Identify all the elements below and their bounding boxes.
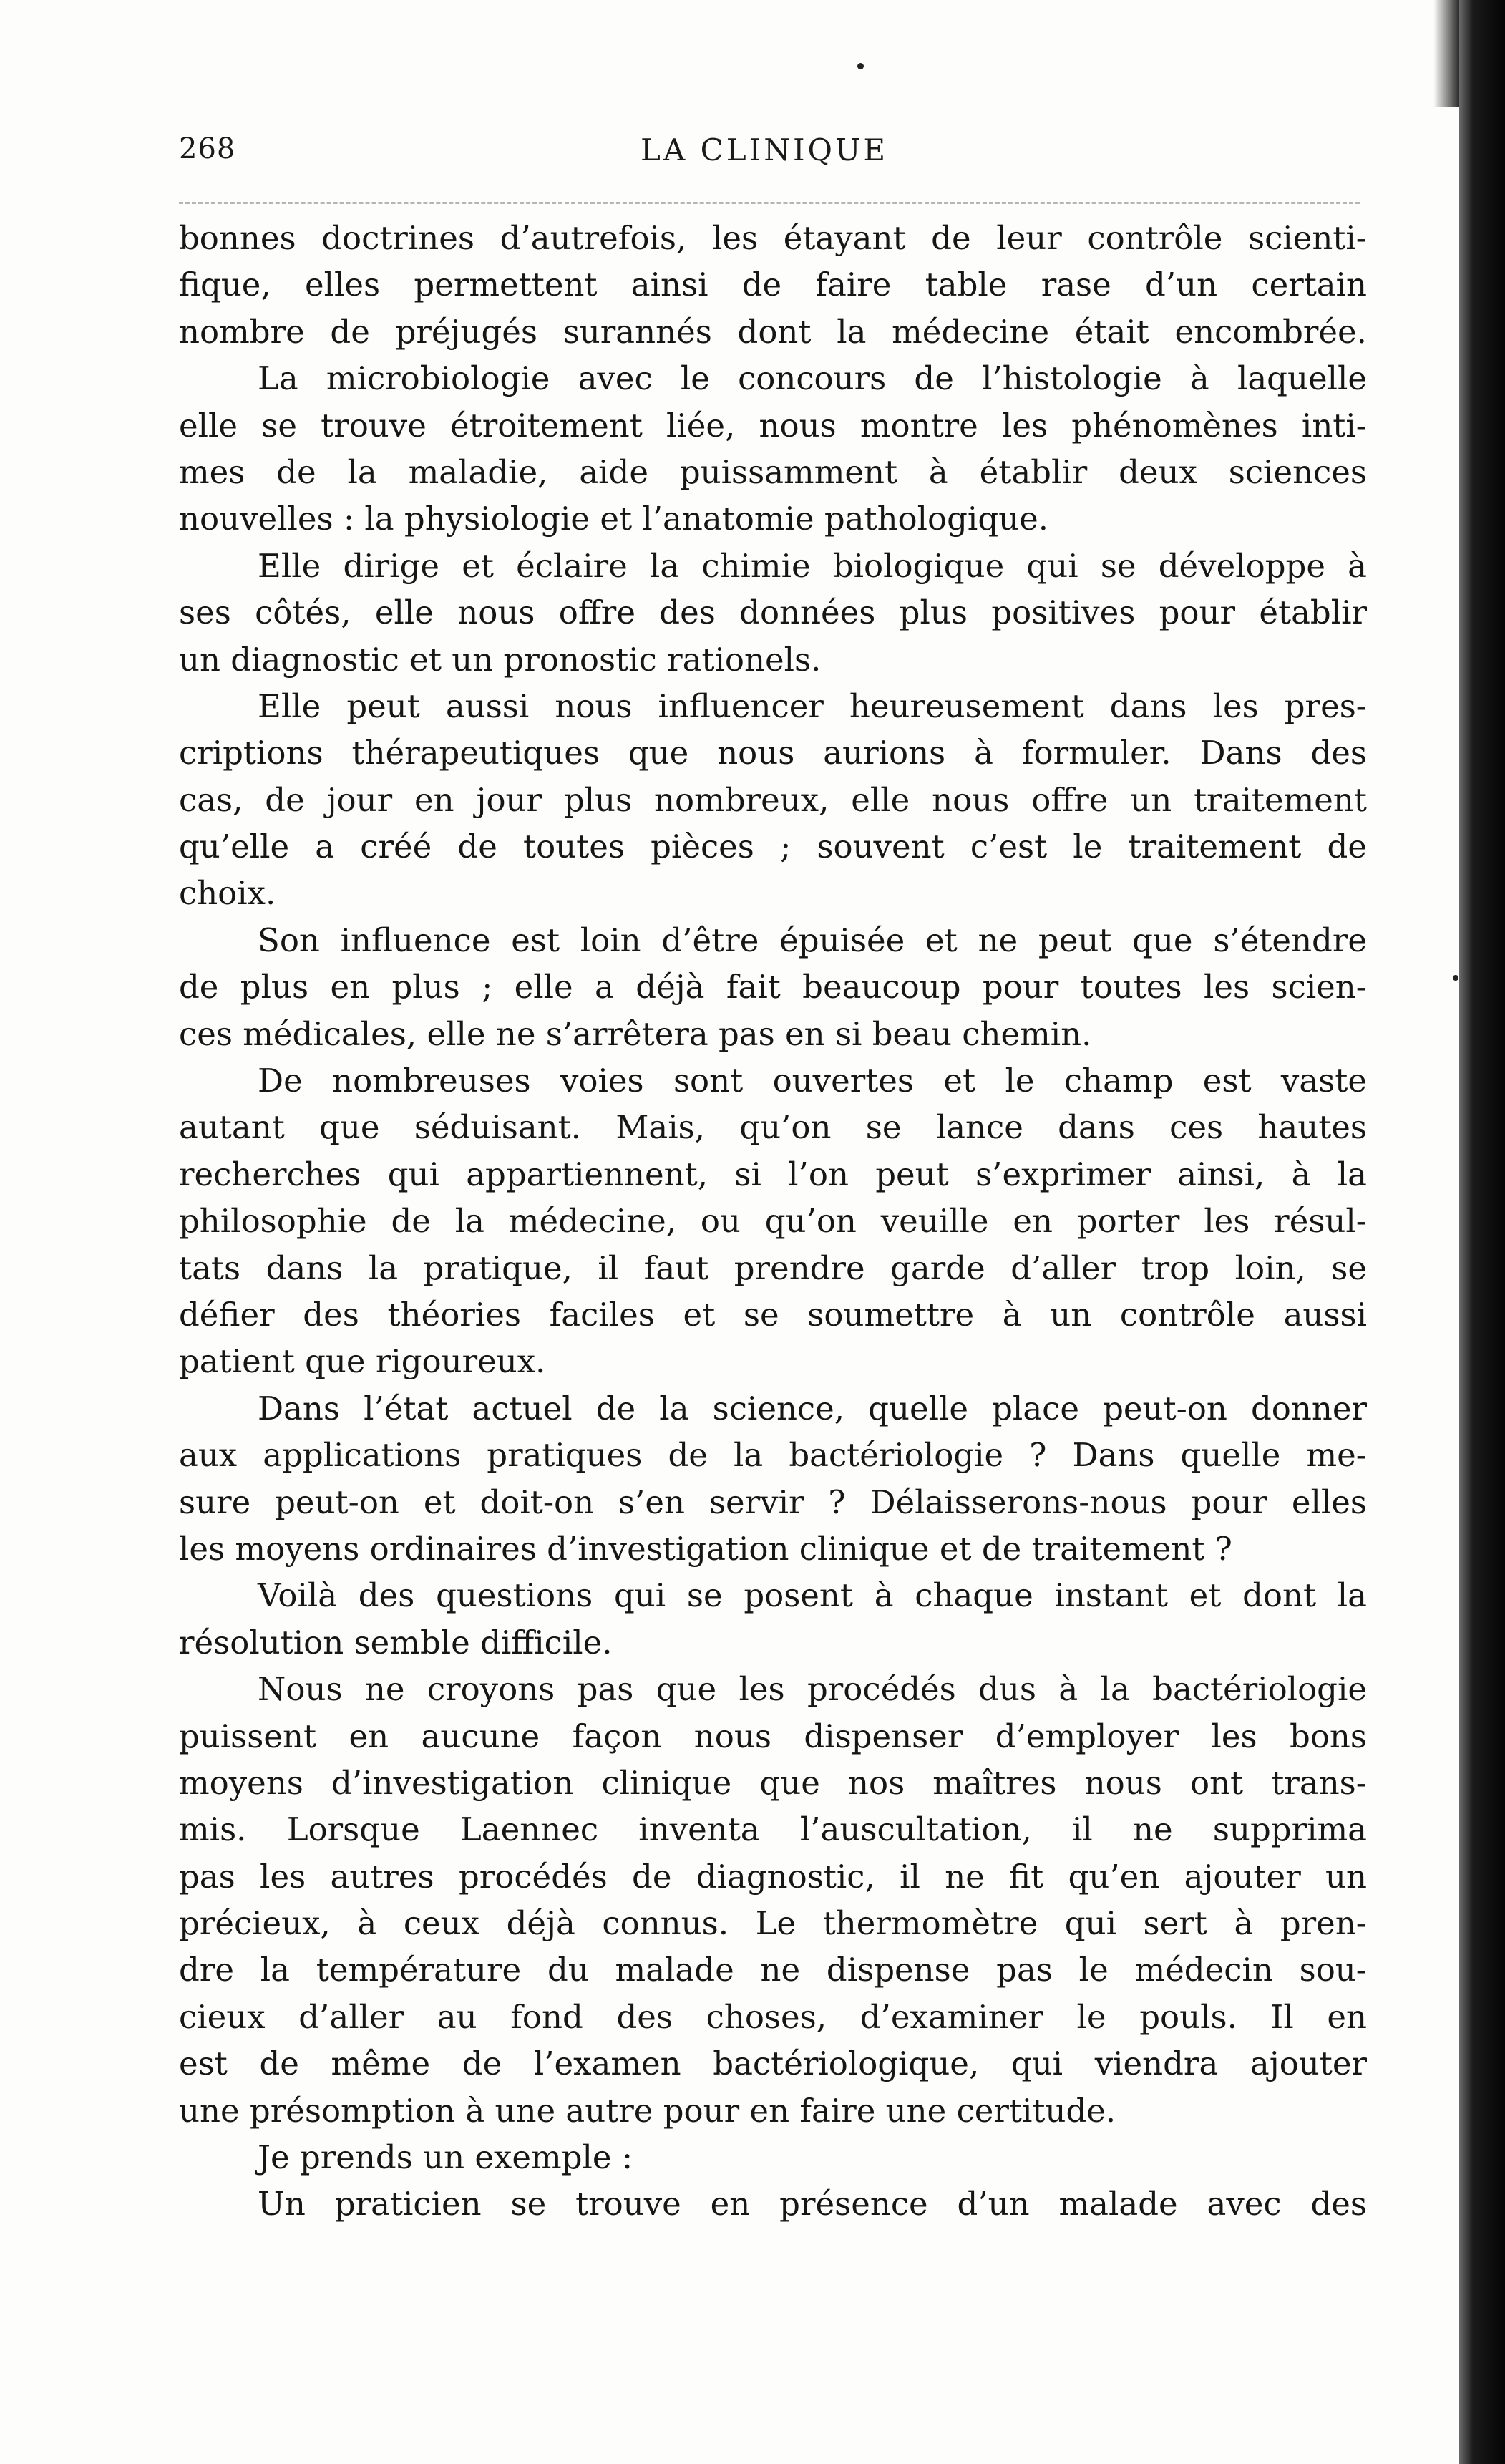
text-line: cas, de jour en jour plus nombreux, elle nous offre un traitement xyxy=(179,780,1367,819)
text-line: criptions thérapeutiques que nous aurions à formuler. Dans des xyxy=(179,734,1367,772)
header-rule xyxy=(179,202,1360,204)
text-line: choix. xyxy=(179,874,276,913)
text-line: défier des théories faciles et se soumettre à un contrôle aussi xyxy=(179,1295,1367,1334)
text-line: Son influence est loin d’être épuisée et ne peut que s’étendre xyxy=(258,921,1367,959)
page-number: 268 xyxy=(179,132,236,165)
body-text xyxy=(179,215,1367,2228)
text-line: La microbiologie avec le concours de l’histologie à laquelle xyxy=(258,359,1367,398)
text-line: tats dans la pratique, il faut prendre garde d’aller trop loin, se xyxy=(179,1248,1367,1287)
text-line: de plus en plus ; elle a déjà fait beaucoup pour toutes les scien- xyxy=(179,968,1367,1007)
text-line: elle se trouve étroitement liée, nous montre les phénomènes inti- xyxy=(179,406,1367,445)
text-line: autant que séduisant. Mais, qu’on se lance dans ces hautes xyxy=(179,1108,1367,1147)
text-line: les moyens ordinaires d’investigation clinique et de traitement ? xyxy=(179,1529,1232,1568)
text-line: qu’elle a créé de toutes pièces ; souvent c’est le traitement de xyxy=(179,828,1367,866)
text-line: un diagnostic et un pronostic rationels. xyxy=(179,640,822,679)
text-line: fique, elles permettent ainsi de faire table rase d’un certain xyxy=(179,266,1367,304)
text-line: ces médicales, elle ne s’arrêtera pas en si beau chemin. xyxy=(179,1014,1092,1053)
text-line: philosophie de la médecine, ou qu’on veuille en porter les résul- xyxy=(179,1202,1367,1241)
text-line: Je prends un exemple : xyxy=(258,2138,633,2177)
ink-speck xyxy=(857,63,864,69)
running-head: LA CLINIQUE xyxy=(641,132,889,168)
text-line: Un praticien se trouve en présence d’un malade avec des xyxy=(258,2185,1367,2223)
text-line: cieux d’aller au fond des choses, d’examiner le pouls. Il en xyxy=(179,1997,1367,2036)
text-line: sure peut-on et doit-on s’en servir ? Délaisserons-nous pour elles xyxy=(179,1483,1367,1521)
text-line: moyens d’investigation clinique que nos maîtres nous ont trans- xyxy=(179,1763,1367,1802)
text-line: mes de la maladie, aide puissamment à établir deux sciences xyxy=(179,452,1367,491)
text-line: bonnes doctrines d’autrefois, les étayant de leur contrôle scienti- xyxy=(179,219,1367,257)
text-line: nombre de préjugés surannés dont la médecine était encombrée. xyxy=(179,312,1367,351)
text-line: recherches qui appartiennent, si l’on peut s’exprimer ainsi, à la xyxy=(179,1155,1367,1193)
text-line: ses côtés, elle nous offre des données plus positives pour établir xyxy=(179,593,1367,632)
text-line: résolution semble difficile. xyxy=(179,1623,613,1662)
text-line: De nombreuses voies sont ouvertes et le champ est vaste xyxy=(258,1062,1367,1100)
text-line: précieux, à ceux déjà connus. Le thermomètre qui sert à pren- xyxy=(179,1904,1367,1943)
binding-edge xyxy=(1459,0,1505,2464)
text-line: Elle dirige et éclaire la chimie biologique qui se développe à xyxy=(258,546,1367,585)
text-line: Elle peut aussi nous influencer heureusement dans les pres- xyxy=(258,687,1367,725)
text-line: dre la température du malade ne dispense pas le médecin sou- xyxy=(179,1951,1367,1989)
text-line: Voilà des questions qui se posent à chaque instant et dont la xyxy=(258,1576,1367,1615)
text-line: Nous ne croyons pas que les procédés dus à la bactériologie xyxy=(258,1670,1367,1709)
text-line: patient que rigoureux. xyxy=(179,1342,546,1381)
page-header xyxy=(179,132,1360,190)
ink-speck xyxy=(1453,975,1458,981)
text-line: nouvelles : la physiologie et l’anatomie pathologique. xyxy=(179,500,1049,538)
text-line: Dans l’état actuel de la science, quelle place peut-on donner xyxy=(258,1389,1367,1427)
text-line: puissent en aucune façon nous dispenser d’employer les bons xyxy=(179,1717,1367,1755)
text-line: est de même de l’examen bactériologique, qui viendra ajouter xyxy=(179,2045,1367,2083)
text-line: mis. Lorsque Laennec inventa l’auscultation, il ne supprima xyxy=(179,1810,1367,1849)
text-line: pas les autres procédés de diagnostic, il ne fit qu’en ajouter un xyxy=(179,1857,1367,1896)
text-line: aux applications pratiques de la bactériologie ? Dans quelle me- xyxy=(179,1436,1367,1475)
text-line: une présomption à une autre pour en faire une certitude. xyxy=(179,2091,1116,2130)
